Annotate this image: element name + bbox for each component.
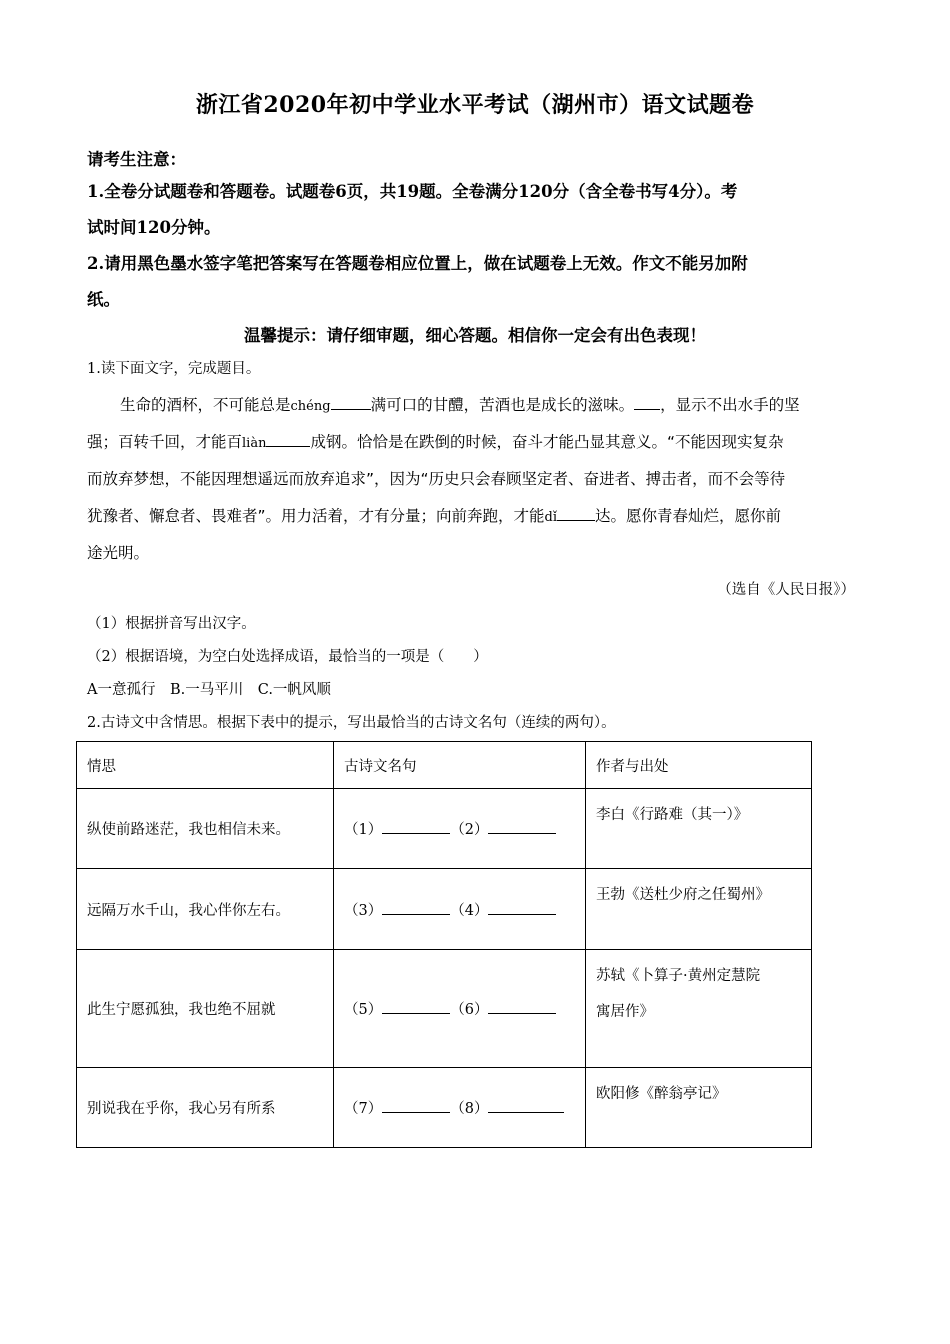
passage-line-2	[87, 430, 857, 452]
verse-cell	[334, 789, 586, 869]
notice-item-2: 2.请用黑色墨水签字笔把答案写在答题卷相应位置上，做在试题卷上无效。作文不能另加附	[87, 254, 748, 273]
header-verse: 古诗文名句	[334, 742, 586, 789]
page-title: 浙江省2020年初中学业水平考试（湖州市）语文试题卷	[195, 92, 755, 118]
feeling-cell: 此生宁愿孤独，我也绝不屈就	[77, 950, 334, 1068]
notice-item-2-cont: 纸。	[87, 290, 120, 309]
answer-blank	[382, 1100, 450, 1113]
source-line: 寓居作》	[596, 1004, 654, 1020]
answer-blank	[488, 1100, 564, 1113]
table-header-row	[77, 742, 812, 789]
question-1-prompt: 1.读下面文字，完成题目。	[87, 361, 261, 377]
answer-blank	[488, 902, 556, 915]
source-line: 王勃《送杜少府之任蜀州》	[596, 887, 770, 903]
answer-blank	[488, 821, 556, 834]
passage-line-5: 途光明。	[87, 544, 150, 562]
fill-blank	[557, 508, 595, 521]
sub-question-2: （2）根据语境，为空白处选择成语，最恰当的一项是（ ）	[87, 649, 488, 665]
passage-line-1	[120, 393, 890, 415]
source-cell	[586, 869, 812, 950]
source-cell	[586, 950, 812, 1068]
passage-line-4	[87, 504, 857, 526]
answer-blank	[488, 1001, 556, 1014]
passage-text: 强；百转千回，才能百	[87, 433, 243, 451]
pinyin-hint: liàn	[242, 436, 267, 451]
verse-cell	[334, 869, 586, 950]
blank-number: （7）	[344, 1101, 383, 1117]
notice-item-1: 1.全卷分试题卷和答题卷。试题卷6页，共19题。全卷满分120分（含全卷书写4分）。考	[87, 182, 738, 201]
passage-text: 达。愿你青春灿烂，愿你前	[595, 507, 782, 525]
passage-text: 生命的酒杯，不可能总是	[120, 396, 291, 414]
blank-number: （5）	[344, 1002, 383, 1018]
answer-blank	[382, 902, 450, 915]
blank-number: （3）	[344, 902, 383, 919]
answer-options: A一意孤行 B.一马平川 C.一帆风顺	[87, 682, 331, 698]
source-line: 苏轼《卜算子·黄州定慧院	[596, 968, 761, 984]
warm-tip: 温馨提示：请仔细审题，细心答题。相信你一定会有出色表现！	[244, 326, 706, 345]
feeling-cell: 纵使前路迷茫，我也相信未来。	[77, 789, 334, 869]
passage-text: 成钢。恰恰是在跌倒的时候，奋斗才能凸显其意义。“不能因现实复杂	[310, 433, 784, 451]
fill-blank	[266, 434, 310, 447]
pinyin-hint: dǐ	[544, 510, 558, 525]
idiom-blank	[634, 397, 660, 410]
blank-number: （2）	[450, 822, 489, 838]
question-2-prompt: 2.古诗文中含情思。根据下表中的提示，写出最恰当的古诗文名句（连续的两句）。	[87, 715, 616, 731]
table-row	[77, 789, 812, 869]
blank-number: （6）	[450, 1002, 489, 1018]
poem-table	[76, 741, 812, 1148]
feeling-cell: 远隔万水千山，我心伴你左右。	[77, 869, 334, 950]
fill-blank	[331, 397, 371, 410]
source-line: 欧阳修《醉翁亭记》	[596, 1086, 727, 1102]
passage-text: 满可口的甘醴，苦酒也是成长的滋味。	[370, 396, 635, 414]
feeling-cell: 别说我在乎你，我心另有所系	[77, 1068, 334, 1148]
header-feeling: 情思	[77, 742, 334, 789]
pinyin-hint: chéng	[290, 399, 331, 414]
passage-line-3: 而放弃梦想，不能因理想遥远而放弃追求”，因为“历史只会春顾坚定者、奋进者、搏击者，而不会等待	[87, 470, 786, 488]
notice-item-1-cont: 试时间120分钟。	[87, 218, 221, 237]
table-row	[77, 1068, 812, 1148]
passage-text: ，显示不出水手的坚	[660, 396, 800, 414]
answer-blank	[382, 821, 450, 834]
blank-number: （1）	[344, 822, 383, 838]
table-row	[77, 950, 812, 1068]
verse-cell	[334, 1068, 586, 1148]
source-line: 李白《行路难（其一）》	[596, 807, 749, 823]
verse-cell	[334, 950, 586, 1068]
notice-heading: 请考生注意：	[87, 150, 186, 169]
passage-source: （选自《人民日报》）	[717, 582, 855, 598]
passage-text: 犹豫者、懈怠者、畏难者”。用力活着，才有分量；向前奔跑，才能	[87, 507, 545, 525]
blank-number: （8）	[450, 1101, 489, 1117]
sub-question-1: （1）根据拼音写出汉字。	[87, 616, 256, 632]
blank-number: （4）	[450, 902, 489, 919]
source-cell	[586, 789, 812, 869]
answer-blank	[382, 1001, 450, 1014]
source-cell	[586, 1068, 812, 1148]
header-source: 作者与出处	[586, 742, 812, 789]
table-row	[77, 869, 812, 950]
